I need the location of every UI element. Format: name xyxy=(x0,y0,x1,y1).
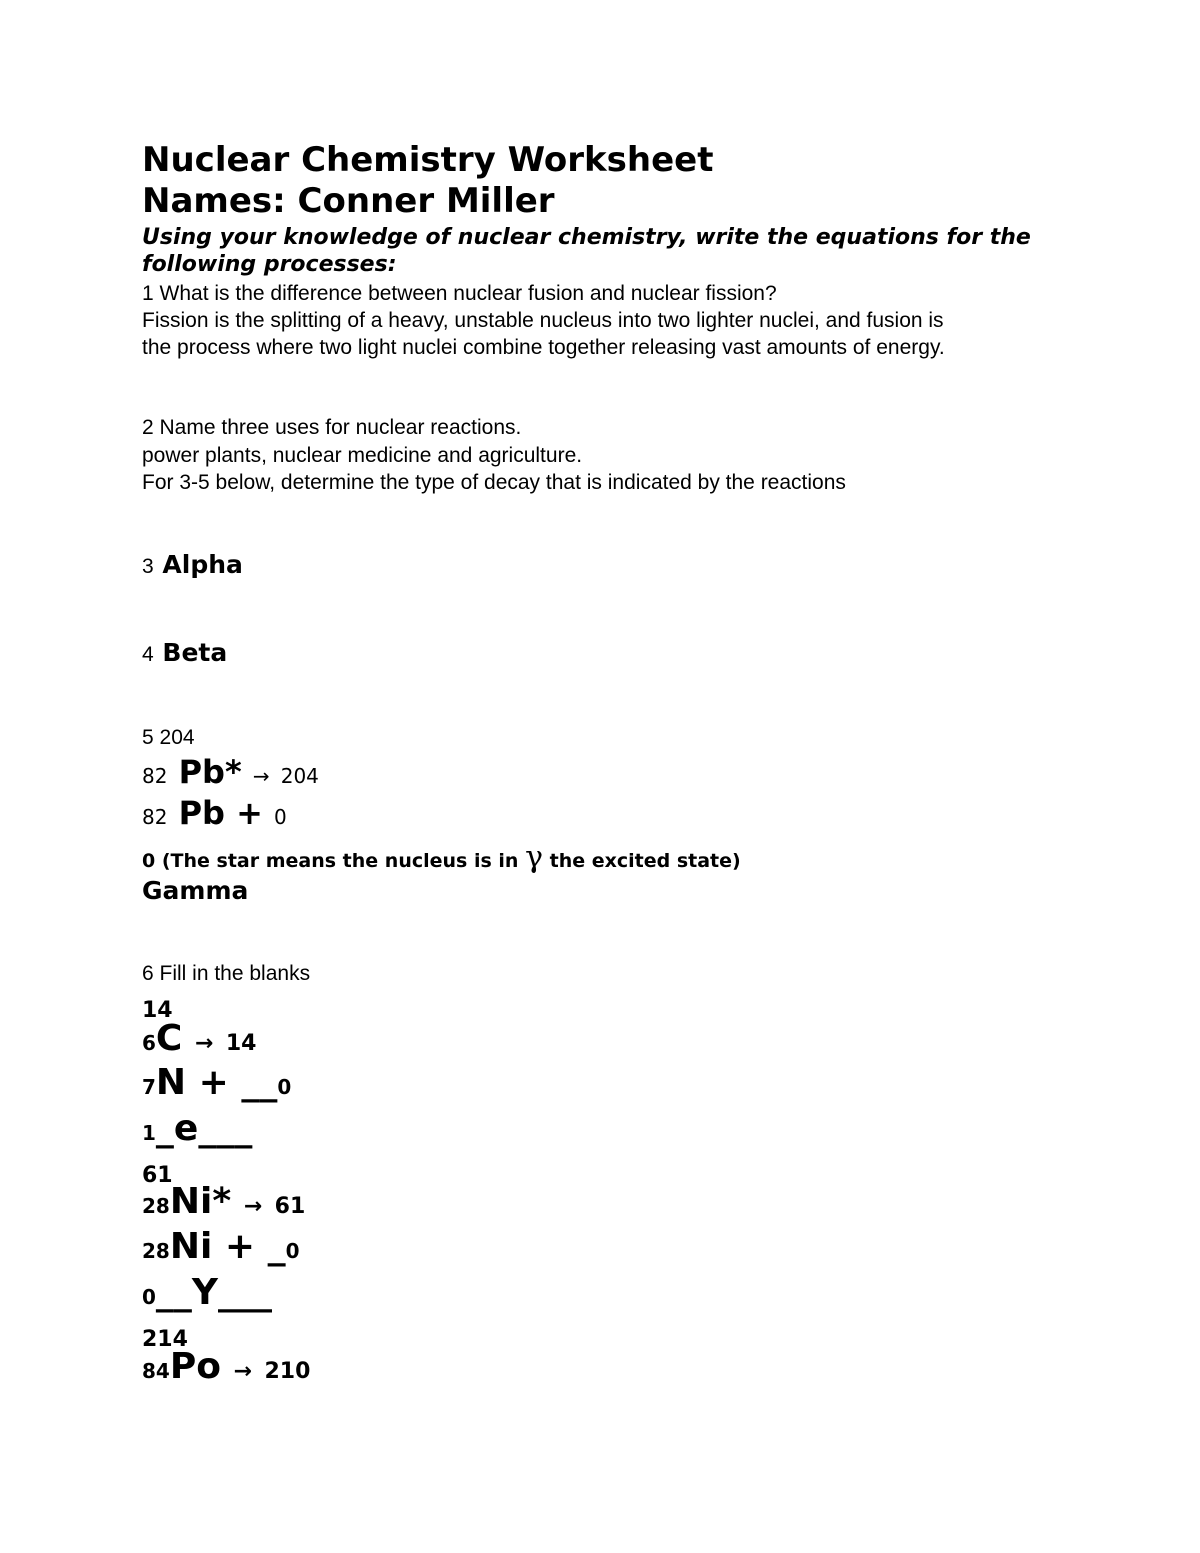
q6-r2-atomic-1: 28 xyxy=(142,1194,170,1218)
page-title: Nuclear Chemistry Worksheet xyxy=(142,140,714,180)
plus-sign: + xyxy=(224,1226,256,1267)
q6-r3-symbol-1: Po xyxy=(169,1346,221,1387)
gamma-symbol: γ xyxy=(525,840,543,875)
answer-4: Beta xyxy=(162,638,228,667)
q6-r1-line-2 xyxy=(142,1062,292,1103)
reaction-arrow: → xyxy=(233,1359,252,1384)
reaction-arrow: → xyxy=(252,764,270,788)
q6-r2-symbol-2: Ni xyxy=(169,1226,213,1267)
question-1: 1 What is the difference between nuclear fusion and nuclear fission? xyxy=(142,282,777,305)
answer-5: Gamma xyxy=(142,876,249,905)
instructions-line-2: following processes: xyxy=(142,252,397,277)
q6-r1-line-3 xyxy=(142,1108,253,1149)
q6-r2-atomic-2: 28 xyxy=(142,1239,170,1263)
q6-r1-answer-blank: _e___ xyxy=(155,1108,253,1149)
q6-r2-mass-2: 61 xyxy=(274,1194,306,1219)
student-names: Names: Conner Miller xyxy=(142,181,555,221)
q6-r2-symbol-1: Ni* xyxy=(169,1181,232,1222)
answer-1-line-2: the process where two light nuclei combine together releasing vast amounts of energy. xyxy=(142,336,945,359)
q6-r2-line-1 xyxy=(142,1181,306,1222)
question-5-header xyxy=(142,727,195,748)
q5-zero-top: 0 xyxy=(274,805,287,829)
q5-mass-2: 204 xyxy=(280,764,319,788)
q6-r1-sup-zero: 0 xyxy=(277,1075,292,1099)
q6-r2-sup-zero: 0 xyxy=(285,1239,300,1263)
q5-symbol-1: Pb* xyxy=(178,753,242,791)
q6-r2-atomic-3: 0 xyxy=(142,1285,156,1309)
q6-r2-line-3 xyxy=(142,1272,272,1313)
question-3 xyxy=(142,552,243,577)
q6-r1-symbol-1: C xyxy=(155,1018,183,1059)
q6-r1-mass-2: 14 xyxy=(225,1031,257,1056)
q6-r1-blank: __ xyxy=(241,1062,278,1103)
q6-r1-line-1 xyxy=(142,1018,257,1059)
q5-symbol-2: Pb xyxy=(178,794,225,832)
answer-3: Alpha xyxy=(162,550,243,579)
q5-note-before: (The star means the nucleus is in xyxy=(161,850,519,872)
q5-note-line xyxy=(142,840,741,875)
q6-r2-mass-1: 61 xyxy=(142,1163,173,1188)
answer-1-line-1: Fission is the splitting of a heavy, unstable nucleus into two lighter nuclei, and fusion is xyxy=(142,309,944,332)
q5-atomic-1: 82 xyxy=(142,764,168,788)
question-4-number: 4 xyxy=(142,643,154,666)
question-5-number: 5 xyxy=(142,726,154,749)
q6-r3-atomic-1: 84 xyxy=(142,1359,170,1383)
q6-r2-blank: _ xyxy=(267,1226,286,1267)
answer-2: power plants, nuclear medicine and agriculture. xyxy=(142,444,583,467)
reaction-arrow: → xyxy=(194,1031,214,1056)
question-6: 6 Fill in the blanks xyxy=(142,962,311,985)
q6-r3-mass-2: 210 xyxy=(264,1359,311,1384)
q6-r3-line-1 xyxy=(142,1346,311,1387)
q5-note-after: the excited state) xyxy=(549,850,741,872)
question-2: 2 Name three uses for nuclear reactions. xyxy=(142,416,522,439)
q6-r1-atomic-3: 1 xyxy=(142,1121,156,1145)
q6-r1-mass-1: 14 xyxy=(142,998,173,1023)
plus-sign: + xyxy=(236,794,263,832)
q5-equation-line-1 xyxy=(142,753,319,791)
q5-equation-line-2 xyxy=(142,794,287,832)
q6-r1-symbol-2: N xyxy=(155,1062,187,1103)
q6-r1-atomic-2: 7 xyxy=(142,1075,156,1099)
q5-zero-bottom: 0 xyxy=(142,850,156,872)
reaction-arrow: → xyxy=(243,1194,263,1219)
question-4 xyxy=(142,640,227,665)
question-3-number: 3 xyxy=(142,555,154,578)
q5-atomic-2: 82 xyxy=(142,805,168,829)
q6-r2-answer-blank: __Y___ xyxy=(155,1272,272,1313)
decay-instructions: For 3-5 below, determine the type of decay that is indicated by the reactions xyxy=(142,471,846,494)
plus-sign: + xyxy=(198,1062,229,1103)
q6-r3-mass-1: 214 xyxy=(142,1327,188,1352)
q6-r1-atomic-1: 6 xyxy=(142,1031,156,1055)
q5-mass-top: 204 xyxy=(159,726,195,749)
instructions-line-1: Using your knowledge of nuclear chemistry, write the equations for the xyxy=(142,225,1031,250)
q6-r2-line-2 xyxy=(142,1226,300,1267)
